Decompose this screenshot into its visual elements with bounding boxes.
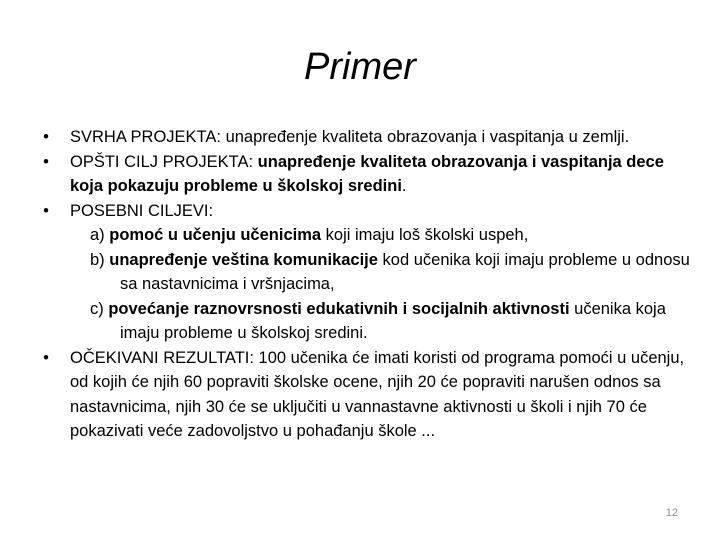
sub-item-c (40, 297, 690, 346)
opsti-end: . (401, 177, 407, 195)
bullet-svrha (40, 125, 690, 150)
ocekivani-text: OČEKIVANI REZULTATI: 100 učenika će imati koristi od programa pomoći u učenju, od kojih će njih 60 popraviti školske ocene, njih 20 će popraviti narušen odnos sa nastavnicima, njih 30 će se uključiti u vannastavne aktivnosti u školi i njih 70 će pokazivati veće zadovoljstvo u pohađanju škole ... (70, 348, 685, 440)
sub-item-bold: pomoć u učenju učenicima (109, 226, 322, 244)
slide-title: Primer (304, 46, 416, 88)
sub-item-bold: unapređenje veština komunikacije (109, 250, 378, 269)
bullet-dot-icon: • (43, 201, 49, 220)
sub-item-b (40, 248, 690, 297)
bullet-dot-icon: • (43, 348, 49, 367)
opsti-bold-text: unapređenje kvaliteta obrazovanja i vaspitanja dece koja pokazuju probleme u školskoj sredini (70, 152, 664, 195)
bullet-dot-icon: • (43, 152, 49, 171)
svrha-label: SVRHA PROJEKTA: (70, 128, 226, 146)
slide-content (40, 125, 690, 444)
bullet-opsti-cilj (40, 150, 690, 199)
sub-item-prefix: b) (90, 250, 110, 269)
opsti-label: OPŠTI CILJ PROJEKTA: (70, 152, 258, 171)
bullet-posebni-ciljevi (40, 199, 690, 224)
sub-item-bold: povećanje raznovrsnosti edukativnih i socijalnih aktivnosti (108, 299, 570, 318)
sub-item-rest: kod učenika koji imaju probleme u odnosu sa nastavnicima i vršnjacima, (120, 250, 690, 293)
svrha-text: unapređenje kvaliteta obrazovanja i vaspitanja u zemlji. (225, 128, 630, 146)
sub-item-rest: koji imaju loš školski uspeh, (321, 226, 529, 244)
bullet-dot-icon: • (43, 128, 49, 146)
bullet-ocekivani-rezultati (40, 346, 690, 444)
sub-item-rest: učenika koja imaju probleme u školskoj sredini. (120, 299, 666, 342)
posebni-label: POSEBNI CILJEVI: (70, 201, 214, 220)
page-number: 12 (665, 507, 678, 519)
sub-item-prefix: c) (90, 299, 109, 318)
sub-item-a (40, 223, 690, 248)
sub-item-prefix: a) (90, 226, 110, 244)
